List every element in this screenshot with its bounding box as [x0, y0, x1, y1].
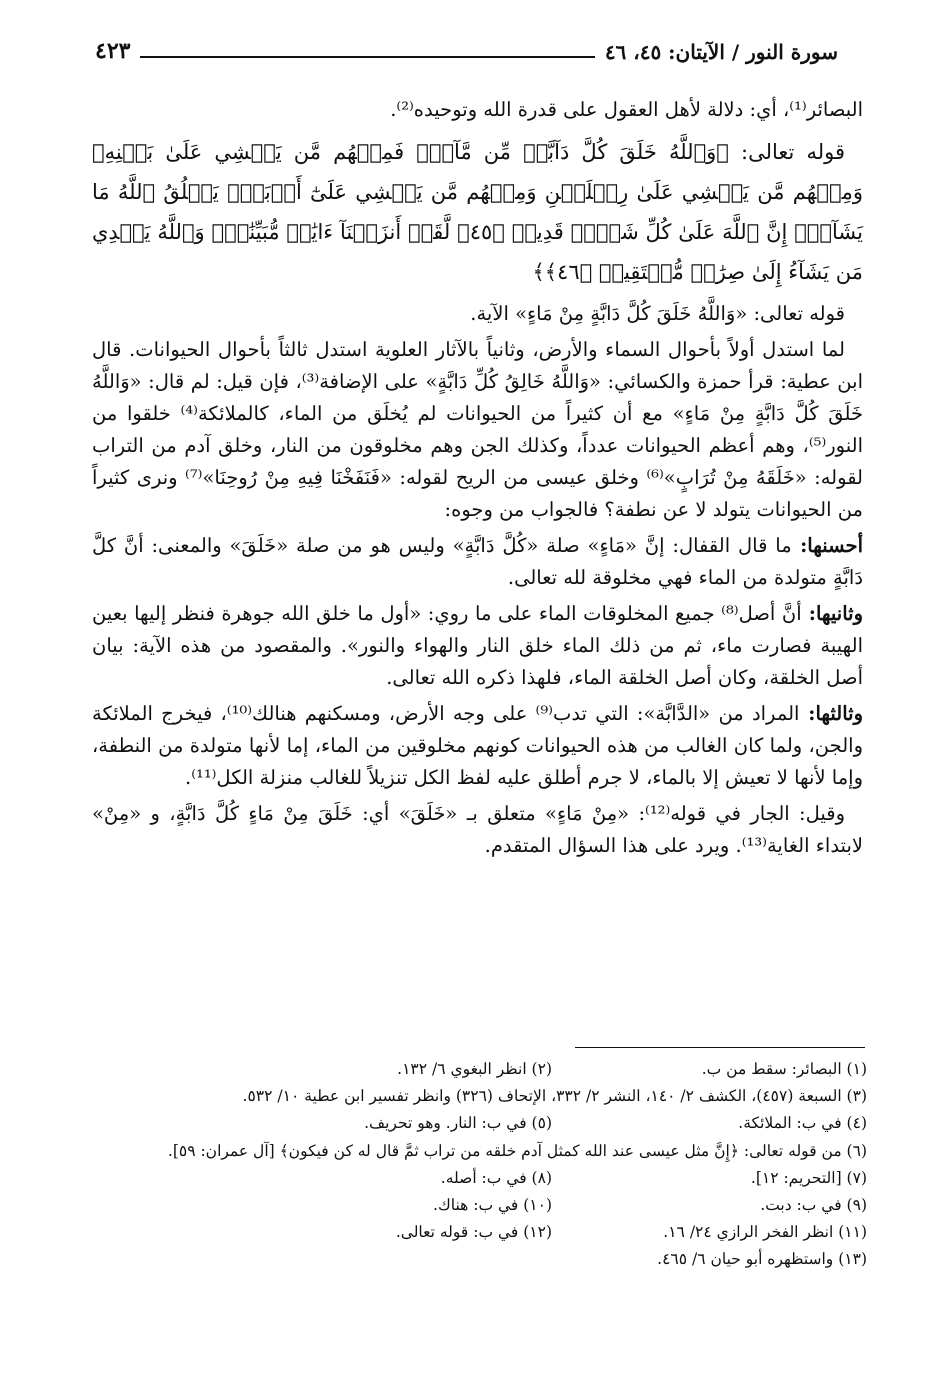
footnotes: [92, 1056, 867, 1274]
footnote-row: [92, 1056, 867, 1083]
paragraph-4-text: ما قال القفال: إنَّ «مَاءٍ» صلة «كُلَّ دَابَّةٍ» وليس هو من صلة «خَلَقَ» والمعنى: أنَّ كلَّ دَابَّةٍ متولدة من الماء فهي مخلوقة لله تعالى.: [92, 534, 863, 589]
paragraph-5-lead: وثانيها:: [801, 602, 863, 625]
paragraph-5-text: أنَّ أصل⁽⁸⁾ جميع المخلوقات الماء على ما روي: «أول ما خلق الله جوهرة فنظر إليها بعين الهيبة فصارت ماء، ثم من ذلك الماء خلق النار والهواء والنور». والمقصود من هذه الآية: بيان أصل الخلقة، وكان أصل الخلقة الماء، فلهذا ذكره الله تعالى.: [92, 602, 863, 689]
footnote-11: (١١) انظر الفخر الرازي ٢٤/ ١٦.: [663, 1223, 867, 1242]
footnote-3: (٣) السبعة (٤٥٧)، الكشف ٢/ ١٤٠، النشر ٢/ ٣٣٢، الإتحاف (٣٢٦) وانظر تفسير ابن عطية ١٠/ ٥٣٢.: [242, 1087, 867, 1106]
paragraph-2: قوله تعالى: «وَاللَّهُ خَلَقَ كُلَّ دَابَّةٍ مِنْ مَاءٍ» الآية.: [470, 302, 845, 325]
page-header: [95, 26, 838, 66]
footnote-6: (٦) من قوله تعالى: ﴿إِنَّ مثل عيسى عند الله كمثل آدم خلقه من تراب ثمَّ قال له كن فيكون﴾ [آل عمران: ٥٩].: [167, 1141, 867, 1160]
footnote-10: (١٠) في ب: هناك.: [433, 1196, 552, 1215]
ayah-intro: قوله تعالى:: [728, 140, 845, 164]
footnote-row: [92, 1192, 867, 1219]
header-rule: [140, 56, 594, 58]
paragraph-4-lead: أحسنها:: [791, 534, 863, 557]
main-text: [92, 94, 863, 866]
footnote-2: (٢) انظر البغوي ٦/ ١٣٢.: [397, 1060, 552, 1078]
page-number: ٤٢٣: [95, 38, 131, 64]
paragraph-6: [92, 698, 863, 794]
footnote-12: (١٢) في ب: قوله تعالى.: [395, 1223, 552, 1242]
paragraph-5: [92, 598, 863, 694]
paragraph-6-lead: وثالثها:: [799, 702, 863, 725]
footnote-4: (٤) في ب: الملائكة.: [738, 1114, 867, 1133]
footnote-5: (٥) في ب: النار. وهو تحريف.: [364, 1114, 552, 1133]
paragraph-4: [92, 530, 863, 594]
footnote-1: (١) البصائر: سقط من ب.: [701, 1060, 867, 1078]
running-title: سورة النور / الآيتان: ٤٥، ٤٦: [604, 40, 838, 64]
paragraph-3: لما استدل أولاً بأحوال السماء والأرض، وثانياً بالآثار العلوية استدل ثالثاً بأحوال الحيوانات. قال ابن عطية: قرأ حمزة والكسائي: «وَاللَّهُ خَالِقُ كُلِّ دَابَّةٍ» على الإضافة⁽³⁾، فإن قيل: لم قال: «وَاللَّهُ خَلَقَ كُلَّ دَابَّةٍ مِنْ مَاءٍ» مع أن كثيراً من الحيوانات لم يُخلَق من الماء، كالملائكة⁽⁴⁾ خلقوا من النور⁽⁵⁾، وهم أعظم الحيوانات عدداً، وكذلك الجن وهم مخلوقون من النار، وخلق آدم من التراب لقوله: «خَلَقَهُ مِنْ تُرَابٍ»⁽⁶⁾ وخلق عيسى من الريح لقوله: «فَنَفَخْنَا فِيهِ مِنْ رُوحِنَا»⁽⁷⁾ ونرى كثيراً من الحيوانات يتولد لا عن نطفة؟ فالجواب من وجوه:: [92, 338, 864, 521]
footnote-row: [92, 1219, 867, 1246]
footnote-separator: [575, 1047, 865, 1048]
footnote-9: (٩) في ب: دبت.: [760, 1196, 867, 1215]
paragraph-1: البصائر⁽¹⁾، أي: دلالة لأهل العقول على قدرة الله وتوحيده⁽²⁾.: [390, 98, 863, 121]
paragraph-6-text: المراد من «الدَّابَّة»: التي تدب⁽⁹⁾ على وجه الأرض، ومسكنهم هنالك⁽¹⁰⁾، فيخرج الملائكة والجن، ولما كان الغالب من هذه الحيوانات كونهم مخلوقين من الماء، إما لأنها متولدة من النطفة، وإما لأنها لا تعيش إلا بالماء، لا جرم أطلق عليه لفظ الكل تنزيلاً للغالب منزلة الكل⁽¹¹⁾.: [92, 702, 863, 789]
ayah-block: [92, 132, 863, 292]
footnote-7: (٧) [التحريم: ١٢].: [750, 1168, 867, 1187]
quran-verse: ﴿وَٱللَّهُ خَلَقَ كُلَّ دَآبَّةٖ مِّن مَّآءٖۖ فَمِنۡهُم مَّن يَمۡشِي عَلَىٰ بَطۡنِهِۦ وَمِنۡهُم مَّن يَمۡشِي عَلَىٰ رِجۡلَيۡنِ وَمِنۡهُم مَّن يَمۡشِي عَلَىٰٓ أَرۡبَعٖۚ يَخۡلُقُ ٱللَّهُ مَا يَشَآءُۚ إِنَّ ٱللَّهَ عَلَىٰ كُلِّ شَيۡءٖ قَدِيرٞ ﴿٤٥﴾ لَّقَدۡ أَنزَلۡنَآ ءَايَٰتٖ مُّبَيِّنَٰتٖۚ وَٱللَّهُ يَهۡدِي مَن يَشَآءُ إِلَىٰ صِرَٰطٖ مُّسۡتَقِيمٖ ﴿٤٦﴾﴾: [92, 140, 863, 284]
footnote-13: (١٣) واستظهره أبو حيان ٦/ ٤٦٥.: [657, 1250, 867, 1269]
footnote-8: (٨) في ب: أصله.: [440, 1168, 552, 1187]
footnote-row: [92, 1110, 867, 1137]
footnote-row: [92, 1165, 867, 1192]
paragraph-7: وقيل: الجار في قوله⁽¹²⁾: «مِنْ مَاءٍ» متعلق بـ «خَلَقَ» أي: خَلَقَ مِنْ مَاءٍ كُلَّ دَابَّةٍ، و «مِنْ» لابتداء الغاية⁽¹³⁾. ويرد على هذا السؤال المتقدم.: [92, 802, 863, 857]
